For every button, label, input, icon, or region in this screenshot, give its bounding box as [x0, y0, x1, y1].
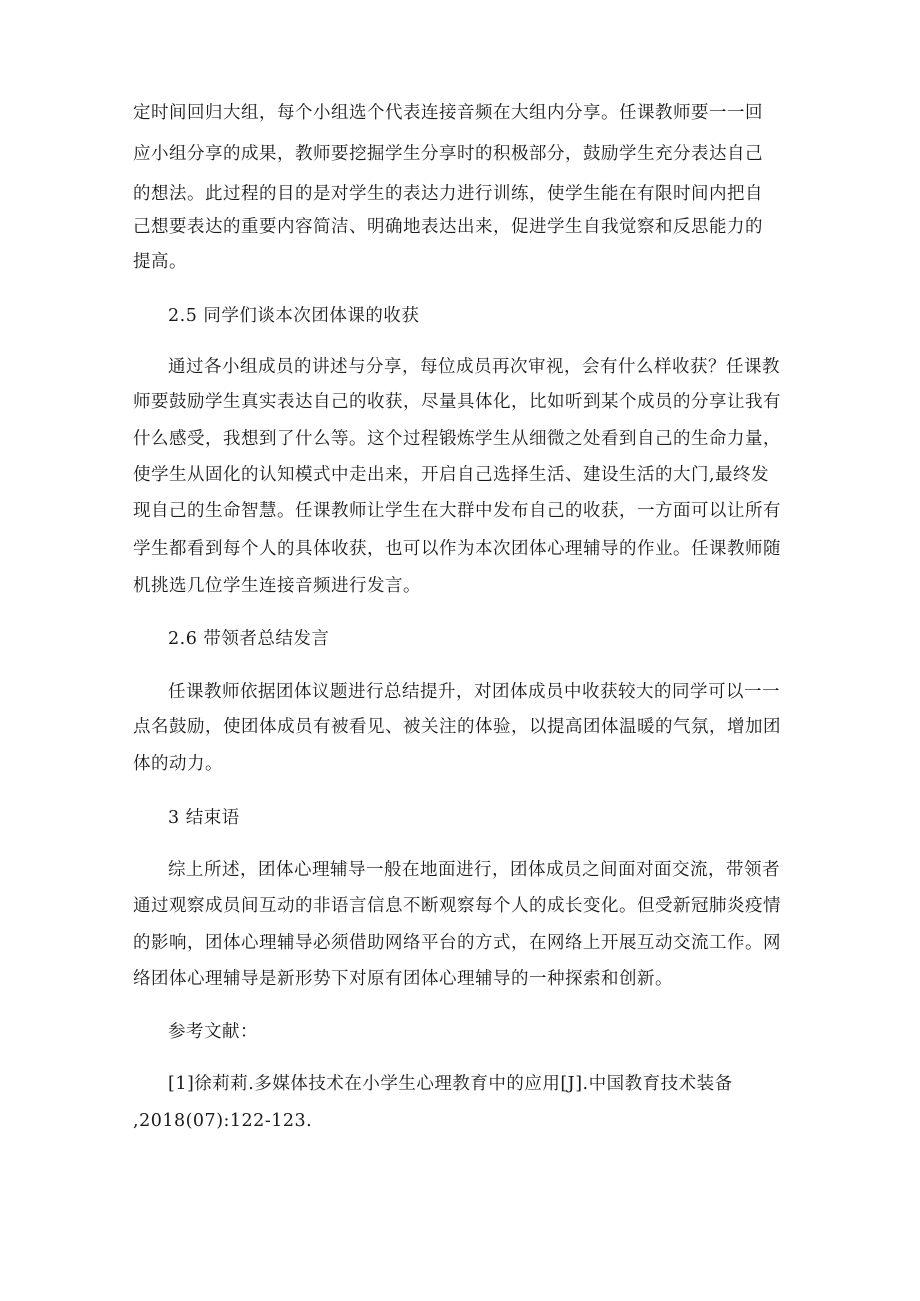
- section-heading-2-5: 2.5 同学们谈本次团体课的收获: [168, 306, 420, 326]
- paragraph-line: 师要鼓励学生真实表达自己的收获，尽量具体化，比如听到某个成员的分享让我有: [133, 392, 781, 412]
- paragraph-line: 通过各小组成员的讲述与分享，每位成员再次审视，会有什么样收获？任课教: [168, 357, 780, 377]
- reference-entry-continued: ,2018(07):122-123.: [133, 1111, 313, 1131]
- paragraph-line: 学生都看到每个人的具体收获，也可以作为本次团体心理辅导的作业。任课教师随: [133, 539, 781, 559]
- paragraph-line: 什么感受，我想到了什么等。这个过程锻炼学生从细微之处看到自己的生命力量，: [133, 429, 781, 449]
- section-heading-2-6: 2.6 带领者总结发言: [168, 629, 330, 649]
- paragraph-line: 综上所述，团体心理辅导一般在地面进行，团体成员之间面对面交流，带领者: [168, 860, 780, 880]
- paragraph-line: 点名鼓励，使团体成员有被看见、被关注的体验，以提高团体温暖的气氛，增加团: [133, 717, 781, 737]
- paragraph-line: 提高。: [133, 252, 187, 272]
- paragraph-line: 定时间回归大组，每个小组选个代表连接音频在大组内分享。任课教师要一一回: [133, 103, 763, 123]
- paragraph-line: 使学生从固化的认知模式中走出来，开启自己选择生活、建设生活的大门,最终发: [133, 465, 770, 485]
- paragraph-line: 机挑选几位学生连接音频进行发言。: [133, 576, 421, 596]
- paragraph-line: 任课教师依据团体议题进行总结提升，对团体成员中收获较大的同学可以一一: [168, 682, 780, 702]
- section-heading-3: 3 结束语: [168, 808, 240, 828]
- paragraph-line: 现自己的生命智慧。任课教师让学生在大群中发布自己的收获，一方面可以让所有: [133, 501, 781, 521]
- paragraph-line: 的影响，团体心理辅导必须借助网络平台的方式，在网络上开展互动交流工作。网: [133, 933, 781, 953]
- reference-entry: [1]徐莉莉.多媒体技术在小学生心理教育中的应用[J].中国教育技术装备: [168, 1074, 733, 1094]
- paragraph-line: 体的动力。: [133, 754, 223, 774]
- paragraph-line: 的想法。此过程的目的是对学生的表达力进行训练，使学生能在有限时间内把自: [133, 184, 763, 204]
- paragraph-line: 通过观察成员间互动的非语言信息不断观察每个人的成长变化。但受新冠肺炎疫情: [133, 896, 781, 916]
- paragraph-line: 应小组分享的成果，教师要挖掘学生分享时的积极部分，鼓励学生充分表达自己: [133, 144, 763, 164]
- paragraph-line: 己想要表达的重要内容简洁、明确地表达出来，促进学生自我觉察和反思能力的: [133, 217, 763, 237]
- paragraph-line: 络团体心理辅导是新形势下对原有团体心理辅导的一种探索和创新。: [133, 969, 673, 989]
- references-heading: 参考文献：: [168, 1022, 258, 1042]
